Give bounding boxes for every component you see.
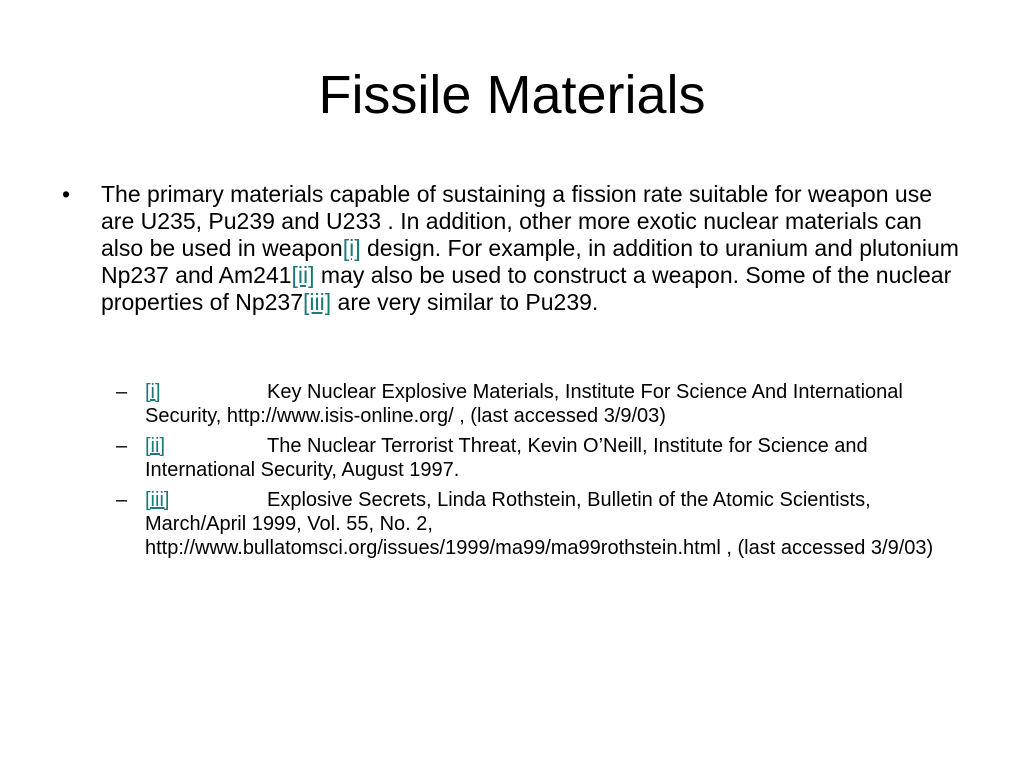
footnote-body-3 bbox=[145, 488, 975, 560]
bullet-marker: • bbox=[62, 181, 71, 207]
footnote-body-1 bbox=[145, 380, 975, 428]
footnote-ref-3[interactable]: [iii] bbox=[145, 489, 170, 511]
main-text-part-3: may also be used to construct a weapon. Some of the nuclear properties of Np237 bbox=[101, 262, 952, 315]
footnote-dash: – bbox=[116, 435, 128, 457]
footnote-text-3: Explosive Secrets, Linda Rothstein, Bulletin of the Atomic Scientists, March/April 1999, Vol. 55, No. 2, http://www.bullatomsci.org/issues/1999/ma99/ma99rothstein.html , (last accessed 3/9/03) bbox=[145, 489, 934, 559]
main-text-part-1: The primary materials capable of sustaining a fission rate suitable for weapon use are U235, Pu239 and U233 . In addition, other more exotic nuclear materials can also be used in weapon bbox=[101, 181, 932, 261]
footnote-text-1: Key Nuclear Explosive Materials, Institute For Science And International Security, http://www.isis-online.org/ , (last accessed 3/9/03) bbox=[145, 381, 903, 427]
footnote-item-1 bbox=[116, 380, 976, 428]
footnote-ref-link-1[interactable]: [i] bbox=[342, 235, 361, 261]
footnote-ref-link-2[interactable]: [ii] bbox=[291, 262, 315, 288]
footnote-list bbox=[116, 380, 976, 566]
footnote-ref-2[interactable]: [ii] bbox=[145, 435, 165, 457]
slide-title: Fissile Materials bbox=[318, 65, 706, 125]
footnote-ref-1[interactable]: [i] bbox=[145, 381, 161, 403]
footnote-dash: – bbox=[116, 381, 128, 403]
main-text-part-4: are very similar to Pu239. bbox=[331, 289, 599, 315]
footnote-text-2: The Nuclear Terrorist Threat, Kevin O’Neill, Institute for Science and International Security, August 1997. bbox=[145, 435, 868, 481]
footnote-item-2 bbox=[116, 434, 976, 482]
footnote-body-2 bbox=[145, 434, 975, 482]
footnote-item-3 bbox=[116, 488, 976, 560]
main-text-part-2: design. For example, in addition to uranium and plutonium Np237 and Am241 bbox=[101, 235, 959, 288]
footnote-ref-link-3[interactable]: [iii] bbox=[303, 289, 332, 315]
footnote-dash: – bbox=[116, 489, 128, 511]
main-bullet bbox=[62, 181, 962, 316]
main-bullet-text bbox=[101, 181, 961, 316]
